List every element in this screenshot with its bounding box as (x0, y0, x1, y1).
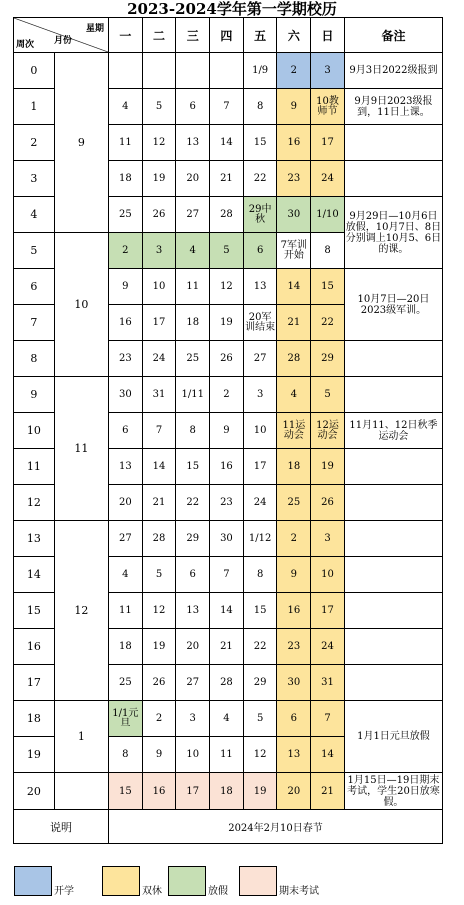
day-cell: 27 (108, 521, 142, 557)
day-cell: 25 (277, 485, 311, 521)
note-cell (344, 665, 442, 701)
day-cell: 14 (142, 449, 176, 485)
day-cell: 19 (142, 629, 176, 665)
day-cell: 26 (142, 197, 176, 233)
day-cell: 27 (176, 665, 210, 701)
week-row (14, 701, 443, 737)
calendar-title: 2023-2024学年第一学期校历 (127, 0, 337, 18)
day-cell: 6 (176, 89, 210, 125)
day-cell: 16 (277, 125, 311, 161)
week-number: 17 (14, 665, 55, 701)
day-cell: 24 (311, 629, 345, 665)
day-cell: 4 (277, 377, 311, 413)
day-cell: 31 (311, 665, 345, 701)
day-cell: 28 (210, 197, 244, 233)
day-cell: 12 (243, 737, 277, 773)
day-cell: 21 (277, 305, 311, 341)
note-cell (344, 593, 442, 629)
day-cell: 28 (210, 665, 244, 701)
week-row (14, 53, 443, 89)
day-cell: 8 (176, 413, 210, 449)
day-cell: 22 (243, 629, 277, 665)
day-cell: 9 (142, 737, 176, 773)
day-cell: 13 (176, 593, 210, 629)
day-cell: 29 (311, 341, 345, 377)
week-number: 12 (14, 485, 55, 521)
day-cell: 20军训结束 (243, 305, 277, 341)
day-cell: 15 (243, 125, 277, 161)
day-cell: 2 (277, 53, 311, 89)
day-cell: 1/1元旦 (108, 701, 142, 737)
explanation-row (14, 810, 443, 844)
note-cell (344, 521, 442, 557)
day-cell: 10 (176, 737, 210, 773)
week-number: 0 (14, 53, 55, 89)
day-cell: 20 (277, 773, 311, 810)
day-cell: 5 (243, 701, 277, 737)
day-cell: 3 (311, 521, 345, 557)
week-number: 14 (14, 557, 55, 593)
week-number: 4 (14, 197, 55, 233)
day-cell (176, 53, 210, 89)
day-cell: 23 (277, 161, 311, 197)
day-cell: 17 (142, 305, 176, 341)
day-cell: 17 (176, 773, 210, 810)
day-cell: 9 (108, 269, 142, 305)
note-cell (344, 377, 442, 413)
day-cell: 5 (210, 233, 244, 269)
day-cell: 23 (210, 485, 244, 521)
week-number: 2 (14, 125, 55, 161)
day-cell (108, 53, 142, 89)
week-number: 13 (14, 521, 55, 557)
week-number: 3 (14, 161, 55, 197)
day-cell: 16 (210, 449, 244, 485)
day-cell: 8 (243, 89, 277, 125)
day-cell: 11 (210, 737, 244, 773)
day-cell: 3 (243, 377, 277, 413)
day-cell: 8 (108, 737, 142, 773)
day-cell: 18 (108, 629, 142, 665)
week-row (14, 773, 443, 810)
day-cell: 12运动会 (311, 413, 345, 449)
day-cell: 20 (176, 629, 210, 665)
note-cell: 9月9日2023级报到，11日上课。 (344, 89, 442, 125)
day-cell: 14 (210, 125, 244, 161)
week-number: 16 (14, 629, 55, 665)
day-cell: 21 (210, 629, 244, 665)
day-cell: 21 (311, 773, 345, 810)
day-cell: 1/11 (176, 377, 210, 413)
week-number: 8 (14, 341, 55, 377)
day-cell: 11运动会 (277, 413, 311, 449)
legend-label: 期末考试 (279, 886, 319, 897)
legend-label: 放假 (208, 886, 228, 897)
week-number: 15 (14, 593, 55, 629)
day-cell: 4 (108, 89, 142, 125)
day-cell: 10 (243, 413, 277, 449)
day-cell: 20 (108, 485, 142, 521)
day-cell: 4 (210, 701, 244, 737)
day-header: 二 (142, 18, 176, 53)
day-cell: 16 (142, 773, 176, 810)
day-cell: 3 (176, 701, 210, 737)
day-cell: 20 (176, 161, 210, 197)
day-cell: 27 (243, 341, 277, 377)
week-number: 1 (14, 89, 55, 125)
day-header: 三 (176, 18, 210, 53)
week-header-label: 周次 (16, 40, 35, 50)
day-cell: 1/10 (311, 197, 345, 233)
day-cell: 3 (142, 233, 176, 269)
day-cell: 2 (210, 377, 244, 413)
day-cell: 7 (210, 89, 244, 125)
day-cell: 6 (277, 701, 311, 737)
week-row (14, 521, 443, 557)
note-cell (344, 449, 442, 485)
explanation-text: 2024年2月10日春节 (108, 810, 442, 844)
day-cell: 26 (142, 665, 176, 701)
month-cell: 1 (54, 701, 108, 773)
day-cell: 18 (108, 161, 142, 197)
day-header: 一 (108, 18, 142, 53)
day-cell: 2 (108, 233, 142, 269)
month-cell: 12 (54, 521, 108, 701)
day-cell: 1/9 (243, 53, 277, 89)
day-cell: 6 (108, 413, 142, 449)
day-cell: 2 (142, 701, 176, 737)
week-row (14, 377, 443, 413)
school-calendar-table (13, 17, 443, 844)
note-cell: 10月7日—20日2023级军训。 (344, 269, 442, 341)
week-number: 10 (14, 413, 55, 449)
day-cell: 7军训开始 (277, 233, 311, 269)
day-cell: 6 (176, 557, 210, 593)
day-cell: 17 (311, 593, 345, 629)
day-cell: 12 (142, 593, 176, 629)
day-cell: 13 (108, 449, 142, 485)
day-cell: 17 (311, 125, 345, 161)
note-cell (344, 557, 442, 593)
day-cell: 17 (243, 449, 277, 485)
week-number: 5 (14, 233, 55, 269)
day-header: 六 (277, 18, 311, 53)
day-cell: 18 (176, 305, 210, 341)
day-cell: 5 (142, 89, 176, 125)
legend-swatch (102, 866, 140, 896)
day-cell: 25 (108, 665, 142, 701)
day-cell: 13 (176, 125, 210, 161)
month-cell: 11 (54, 377, 108, 521)
legend-swatch (239, 866, 277, 896)
month-cell: 10 (54, 233, 108, 377)
day-cell: 21 (210, 161, 244, 197)
day-cell: 26 (311, 485, 345, 521)
day-cell: 5 (142, 557, 176, 593)
day-cell: 14 (210, 593, 244, 629)
week-number: 11 (14, 449, 55, 485)
week-number: 6 (14, 269, 55, 305)
day-cell: 23 (108, 341, 142, 377)
note-cell: 9月29日—10月6日放假，10月7日、8日分别调上10月5、6日的课。 (344, 197, 442, 269)
day-cell: 10 (311, 557, 345, 593)
day-cell: 26 (210, 341, 244, 377)
note-cell: 1月15日—19日期末考试，学生20日放寒假。 (344, 773, 442, 810)
week-number: 20 (14, 773, 55, 810)
day-cell: 6 (243, 233, 277, 269)
day-cell: 25 (176, 341, 210, 377)
day-cell: 30 (108, 377, 142, 413)
day-cell: 7 (210, 557, 244, 593)
day-cell: 24 (311, 161, 345, 197)
day-cell: 24 (142, 341, 176, 377)
day-cell: 28 (277, 341, 311, 377)
day-header: 日 (311, 18, 345, 53)
day-cell: 3 (311, 53, 345, 89)
day-cell: 29 (176, 521, 210, 557)
day-cell: 18 (210, 773, 244, 810)
notes-header: 备注 (344, 18, 442, 53)
day-cell: 1/12 (243, 521, 277, 557)
day-cell: 15 (108, 773, 142, 810)
note-cell (344, 629, 442, 665)
day-cell: 16 (108, 305, 142, 341)
note-cell (344, 125, 442, 161)
note-cell: 9月3日2022级报到 (344, 53, 442, 89)
day-cell: 15 (243, 593, 277, 629)
day-cell: 4 (108, 557, 142, 593)
day-cell: 25 (108, 197, 142, 233)
day-cell: 29中秋 (243, 197, 277, 233)
day-cell: 24 (243, 485, 277, 521)
note-cell (344, 485, 442, 521)
week-number: 7 (14, 305, 55, 341)
day-cell: 11 (176, 269, 210, 305)
month-cell: 9 (54, 53, 108, 233)
week-number: 18 (14, 701, 55, 737)
legend-swatch (14, 866, 52, 896)
legend-label: 双休 (142, 886, 162, 897)
day-cell: 21 (142, 485, 176, 521)
day-cell: 19 (311, 449, 345, 485)
header-diagonal-cell (14, 18, 109, 53)
explanation-label: 说明 (14, 810, 109, 844)
day-cell: 13 (277, 737, 311, 773)
day-cell (210, 53, 244, 89)
day-cell: 10 (142, 269, 176, 305)
month-header-label: 月份 (54, 36, 73, 46)
day-cell: 14 (311, 737, 345, 773)
note-cell: 11月11、12日秋季运动会 (344, 413, 442, 449)
day-cell: 19 (142, 161, 176, 197)
day-cell: 15 (176, 449, 210, 485)
day-cell: 30 (277, 665, 311, 701)
day-cell: 14 (277, 269, 311, 305)
day-cell: 12 (142, 125, 176, 161)
day-cell: 19 (243, 773, 277, 810)
day-cell: 27 (176, 197, 210, 233)
day-cell: 9 (277, 89, 311, 125)
day-cell: 16 (277, 593, 311, 629)
day-cell: 5 (311, 377, 345, 413)
day-cell: 9 (277, 557, 311, 593)
day-header: 四 (210, 18, 244, 53)
day-cell: 22 (176, 485, 210, 521)
day-cell: 28 (142, 521, 176, 557)
day-cell: 22 (243, 161, 277, 197)
day-cell: 7 (142, 413, 176, 449)
day-header: 五 (243, 18, 277, 53)
legend-label: 开学 (54, 886, 74, 897)
day-cell: 23 (277, 629, 311, 665)
day-cell (142, 53, 176, 89)
day-cell: 15 (311, 269, 345, 305)
day-cell: 8 (243, 557, 277, 593)
day-cell: 2 (277, 521, 311, 557)
day-cell: 30 (210, 521, 244, 557)
week-number: 19 (14, 737, 55, 773)
day-cell: 13 (243, 269, 277, 305)
note-cell: 1月1日元旦放假 (344, 701, 442, 773)
day-cell: 8 (311, 233, 345, 269)
note-cell (344, 341, 442, 377)
day-cell: 7 (311, 701, 345, 737)
day-cell: 22 (311, 305, 345, 341)
day-cell: 30 (277, 197, 311, 233)
week-number: 9 (14, 377, 55, 413)
day-cell: 29 (243, 665, 277, 701)
day-cell: 18 (277, 449, 311, 485)
legend-swatch (168, 866, 206, 896)
note-cell (344, 161, 442, 197)
day-cell: 11 (108, 593, 142, 629)
day-cell: 4 (176, 233, 210, 269)
month-cell (54, 773, 108, 810)
day-cell: 11 (108, 125, 142, 161)
header-row (14, 18, 443, 53)
day-cell: 12 (210, 269, 244, 305)
day-cell: 10教师节 (311, 89, 345, 125)
day-cell: 31 (142, 377, 176, 413)
day-cell: 19 (210, 305, 244, 341)
day-cell: 9 (210, 413, 244, 449)
weekday-header-label: 星期 (85, 24, 104, 34)
